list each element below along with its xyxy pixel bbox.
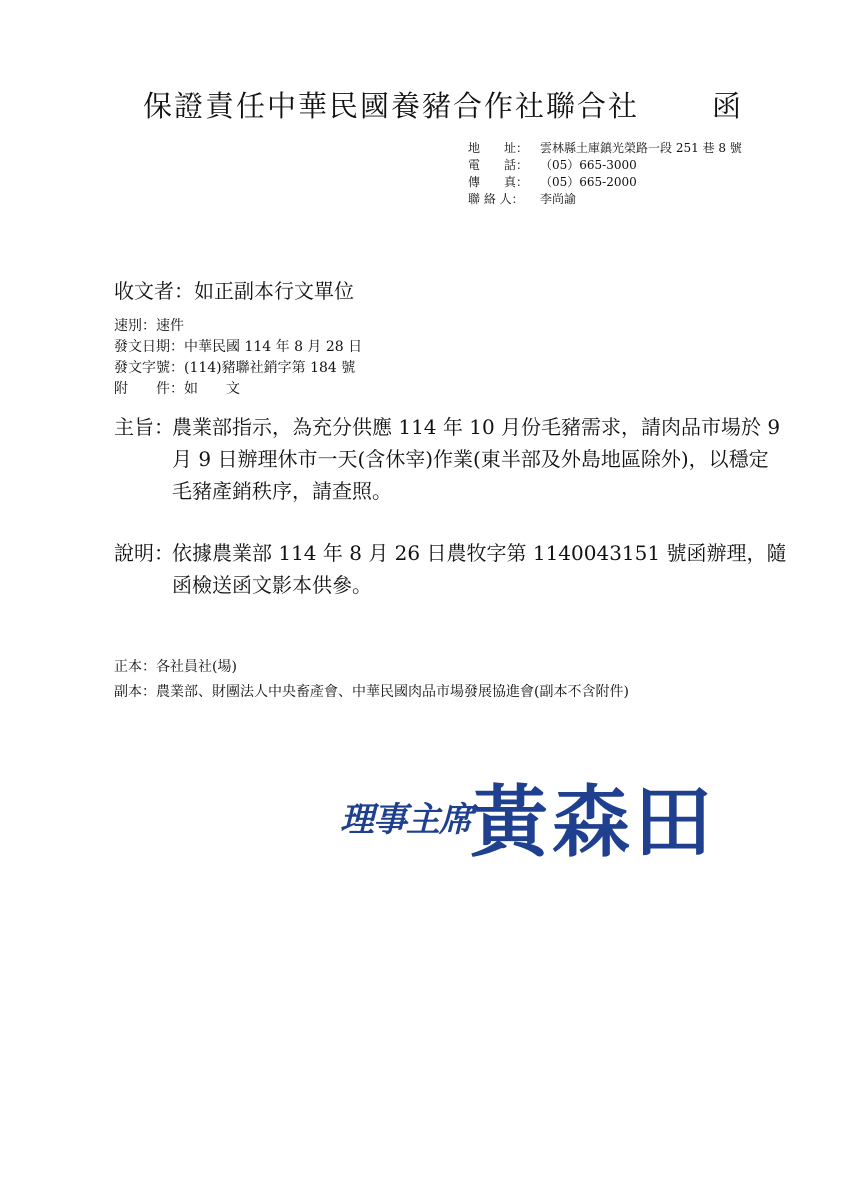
contact-fax-label: 傳 真：	[468, 175, 529, 189]
description-body: 依據農業部 114 年 8 月 26 日農牧字第 1140043151 號函辦理，隨函檢送函文影本供參。	[172, 541, 787, 597]
document-type: 函	[712, 89, 742, 123]
contact-phone-label: 電 話：	[468, 158, 529, 172]
subject-heading: 主旨：	[114, 415, 174, 439]
contact-person	[468, 191, 742, 208]
contact-person-label: 聯 絡 人：	[468, 192, 524, 206]
contact-address-value: 雲林縣土庫鎮光榮路一段 251 巷 8 號	[540, 141, 742, 155]
recipient-line: 收文者：如正副本行文單位	[114, 279, 354, 303]
contact-block	[468, 140, 742, 208]
main-recipients: 正本：各社員社(場)	[114, 659, 237, 675]
doc-number-line: 發文字號：(114)豬聯社銷字第 184 號	[114, 360, 356, 376]
contact-fax	[468, 174, 742, 191]
speed-line: 速別：速件	[114, 318, 184, 334]
contact-address	[468, 140, 742, 157]
copy-recipients: 副本：農業部、財團法人中央畜產會、中華民國肉品市場發展協進會(副本不含附件)	[114, 684, 629, 700]
attachment-line: 附 件：如 文	[114, 381, 240, 397]
subject-body: 農業部指示，為充分供應 114 年 10 月份毛豬需求，請肉品市場於 9 月 9 日辦理休市一天(含休宰)作業(東半部及外島地區除外)，以穩定毛豬產銷秩序，請查照。	[172, 415, 781, 503]
contact-fax-value: （05）665-2000	[540, 175, 637, 189]
contact-phone	[468, 157, 742, 174]
signature-name: 黃森田	[470, 777, 717, 868]
document-title: 保證責任中華民國養豬合作社聯合社	[143, 89, 640, 123]
signature-stamp	[330, 760, 740, 870]
date-line: 發文日期：中華民國 114 年 8 月 28 日	[114, 339, 363, 355]
contact-phone-value: （05）665-3000	[540, 158, 637, 172]
contact-address-label: 地 址：	[468, 141, 529, 155]
description-heading: 說明：	[114, 541, 174, 565]
contact-person-value: 李尚諭	[540, 192, 577, 206]
signature-title: 理事主席	[340, 800, 472, 840]
